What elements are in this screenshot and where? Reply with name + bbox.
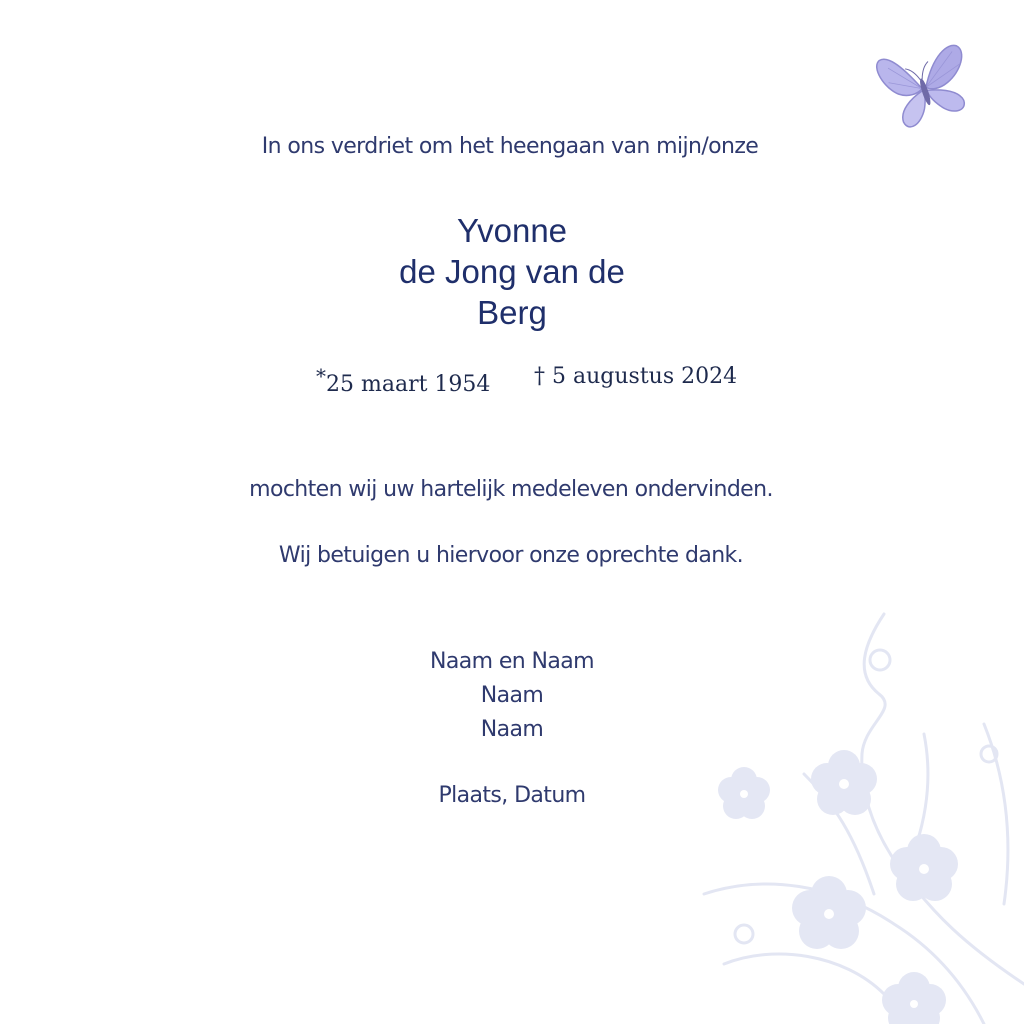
name-line-last: Berg (477, 294, 547, 331)
birth-date-group (316, 364, 490, 397)
signer-line: Naam (480, 717, 544, 742)
death-date-group (534, 364, 737, 389)
death-symbol: † (534, 364, 545, 389)
place-date: Plaats, Datum (438, 783, 586, 808)
signer-line: Naam en Naam (430, 649, 594, 674)
signer-line: Naam (480, 683, 544, 708)
deceased-name (0, 210, 1024, 333)
sympathy-text: mochten wij uw hartelijk medeleven ondervinden. (249, 477, 773, 502)
birth-date: 25 maart 1954 (326, 372, 491, 397)
birth-symbol: * (316, 364, 326, 388)
name-line-middle: de Jong van de (399, 253, 625, 290)
name-line-first: Yvonne (456, 212, 568, 249)
butterfly-icon (868, 36, 980, 140)
death-date: 5 augustus 2024 (552, 364, 738, 389)
floral-ornament-icon (684, 604, 1024, 1024)
intro-text: In ons verdriet om het heengaan van mijn/onze (261, 134, 759, 159)
thanks-text: Wij betuigen u hiervoor onze oprechte dank. (278, 543, 744, 568)
